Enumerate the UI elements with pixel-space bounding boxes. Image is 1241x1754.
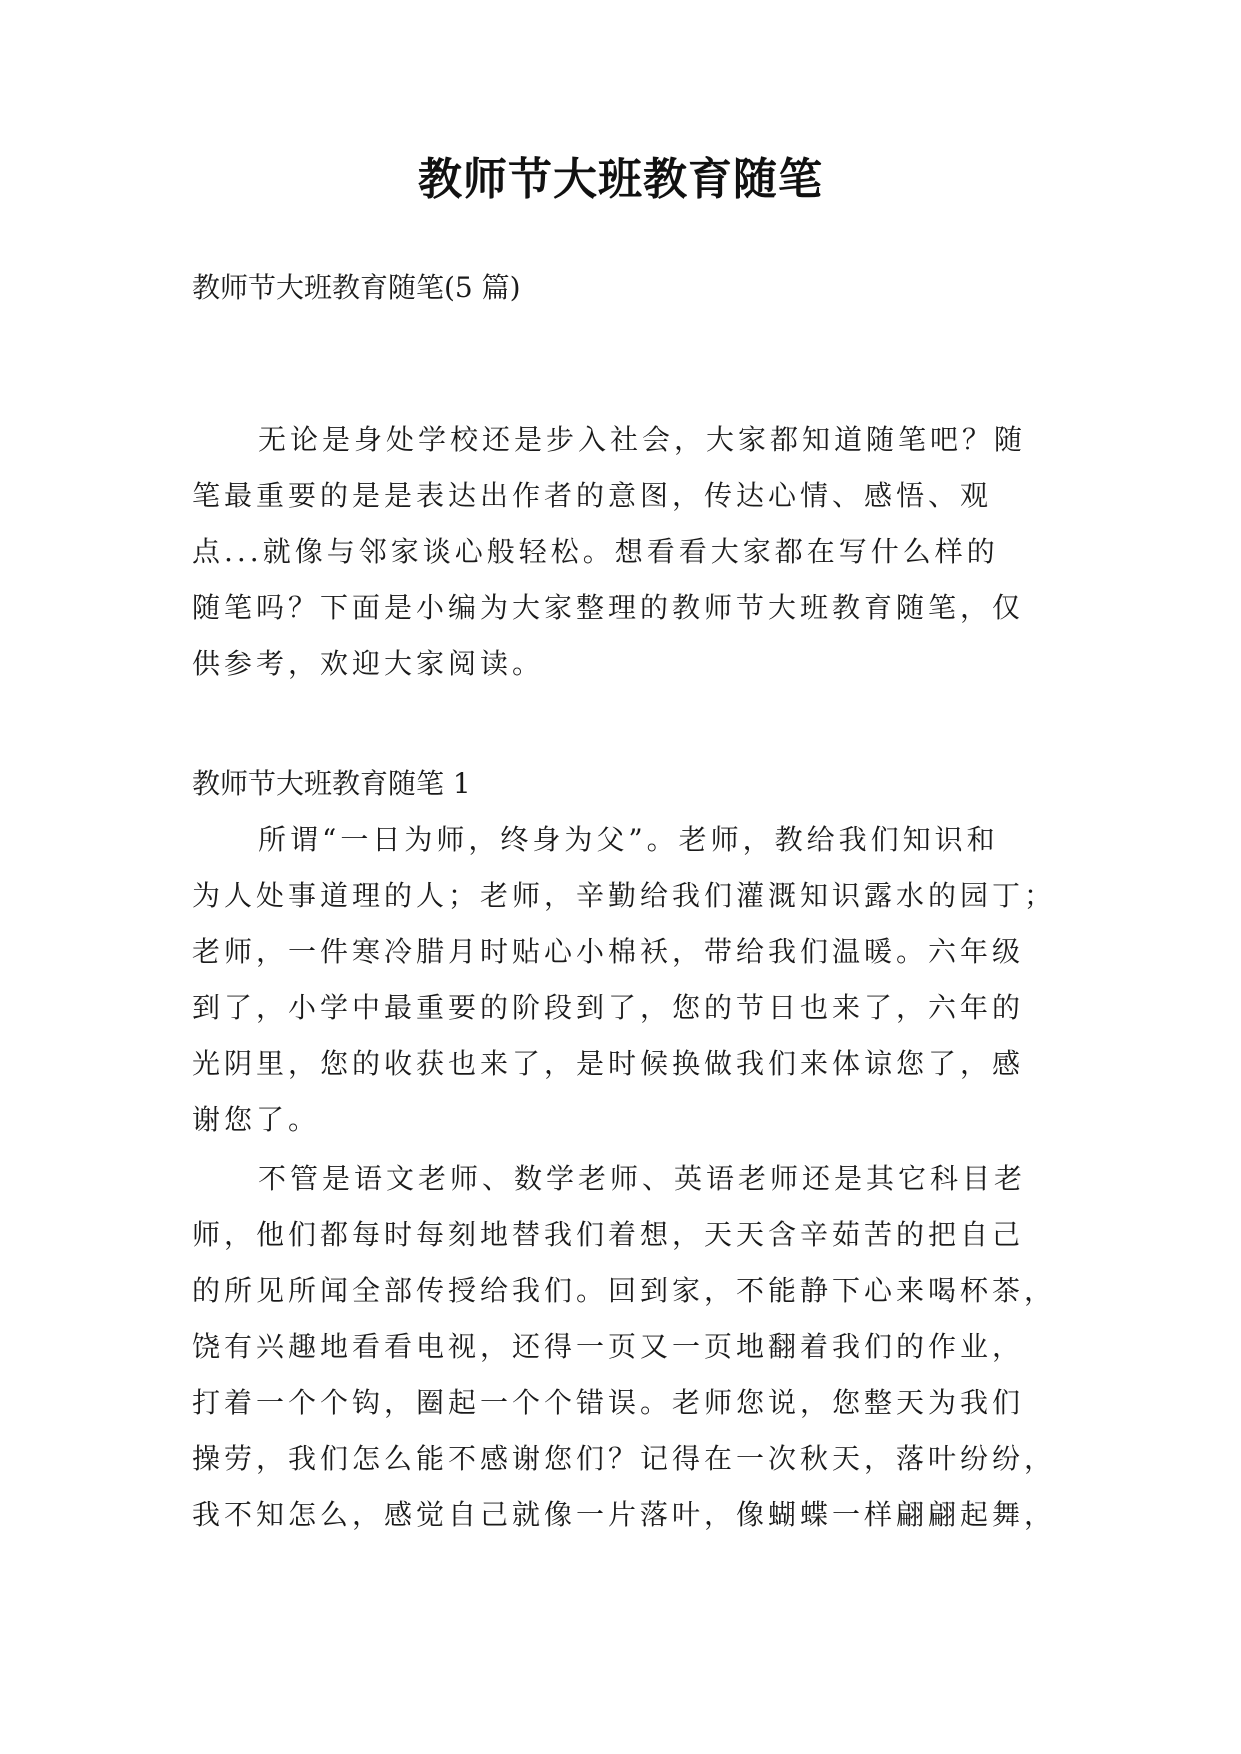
intro-line: 供参考，欢迎大家阅读。 [192,647,545,680]
body-paragraph-1 [192,812,1062,1148]
paragraph-line: 饶有兴趣地看看电视，还得一页又一页地翻着我们的作业， [192,1330,1025,1363]
document-title: 教师节大班教育随笔 [418,154,823,205]
paragraph-line: 到了，小学中最重要的阶段到了，您的节日也来了，六年的 [192,991,1025,1024]
intro-line: 随笔吗？下面是小编为大家整理的教师节大班教育随笔，仅 [192,591,1025,624]
intro-line: 无论是身处学校还是步入社会，大家都知道随笔吧？随 [258,423,1027,456]
paragraph-line: 所谓“一日为师，终身为父”。老师，教给我们知识和 [258,823,999,856]
intro-line: 笔最重要的是是表达出作者的意图，传达心情、感悟、观 [192,479,993,512]
paragraph-line: 谢您了。 [192,1103,321,1136]
intro-paragraph [192,412,1062,692]
paragraph-line: 的所见所闻全部传授给我们。回到家，不能静下心来喝杯茶， [192,1274,1057,1307]
section-heading: 教师节大班教育随笔 1 [192,767,471,800]
paragraph-line: 光阴里，您的收获也来了，是时候换做我们来体谅您了，感 [192,1047,1025,1080]
paragraph-line: 老师，一件寒冷腊月时贴心小棉袄，带给我们温暖。六年级 [192,935,1025,968]
paragraph-line: 不管是语文老师、数学老师、英语老师还是其它科目老 [258,1162,1027,1195]
paragraph-line: 打着一个个钩，圈起一个个错误。老师您说，您整天为我们 [192,1386,1025,1419]
paragraph-line: 操劳，我们怎么能不感谢您们？记得在一次秋天，落叶纷纷， [192,1442,1057,1475]
intro-line: 点...就像与邻家谈心般轻松。想看看大家都在写什么样的 [192,535,999,568]
paragraph-line: 为人处事道理的人；老师，辛勤给我们灌溉知识露水的园丁； [192,879,1057,912]
paragraph-line: 我不知怎么，感觉自己就像一片落叶，像蝴蝶一样翩翩起舞， [192,1498,1057,1531]
document-subtitle: 教师节大班教育随笔(5 篇) [192,271,521,304]
paragraph-line: 师，他们都每时每刻地替我们着想，天天含辛茹苦的把自己 [192,1218,1025,1251]
body-paragraph-2 [192,1151,1062,1543]
